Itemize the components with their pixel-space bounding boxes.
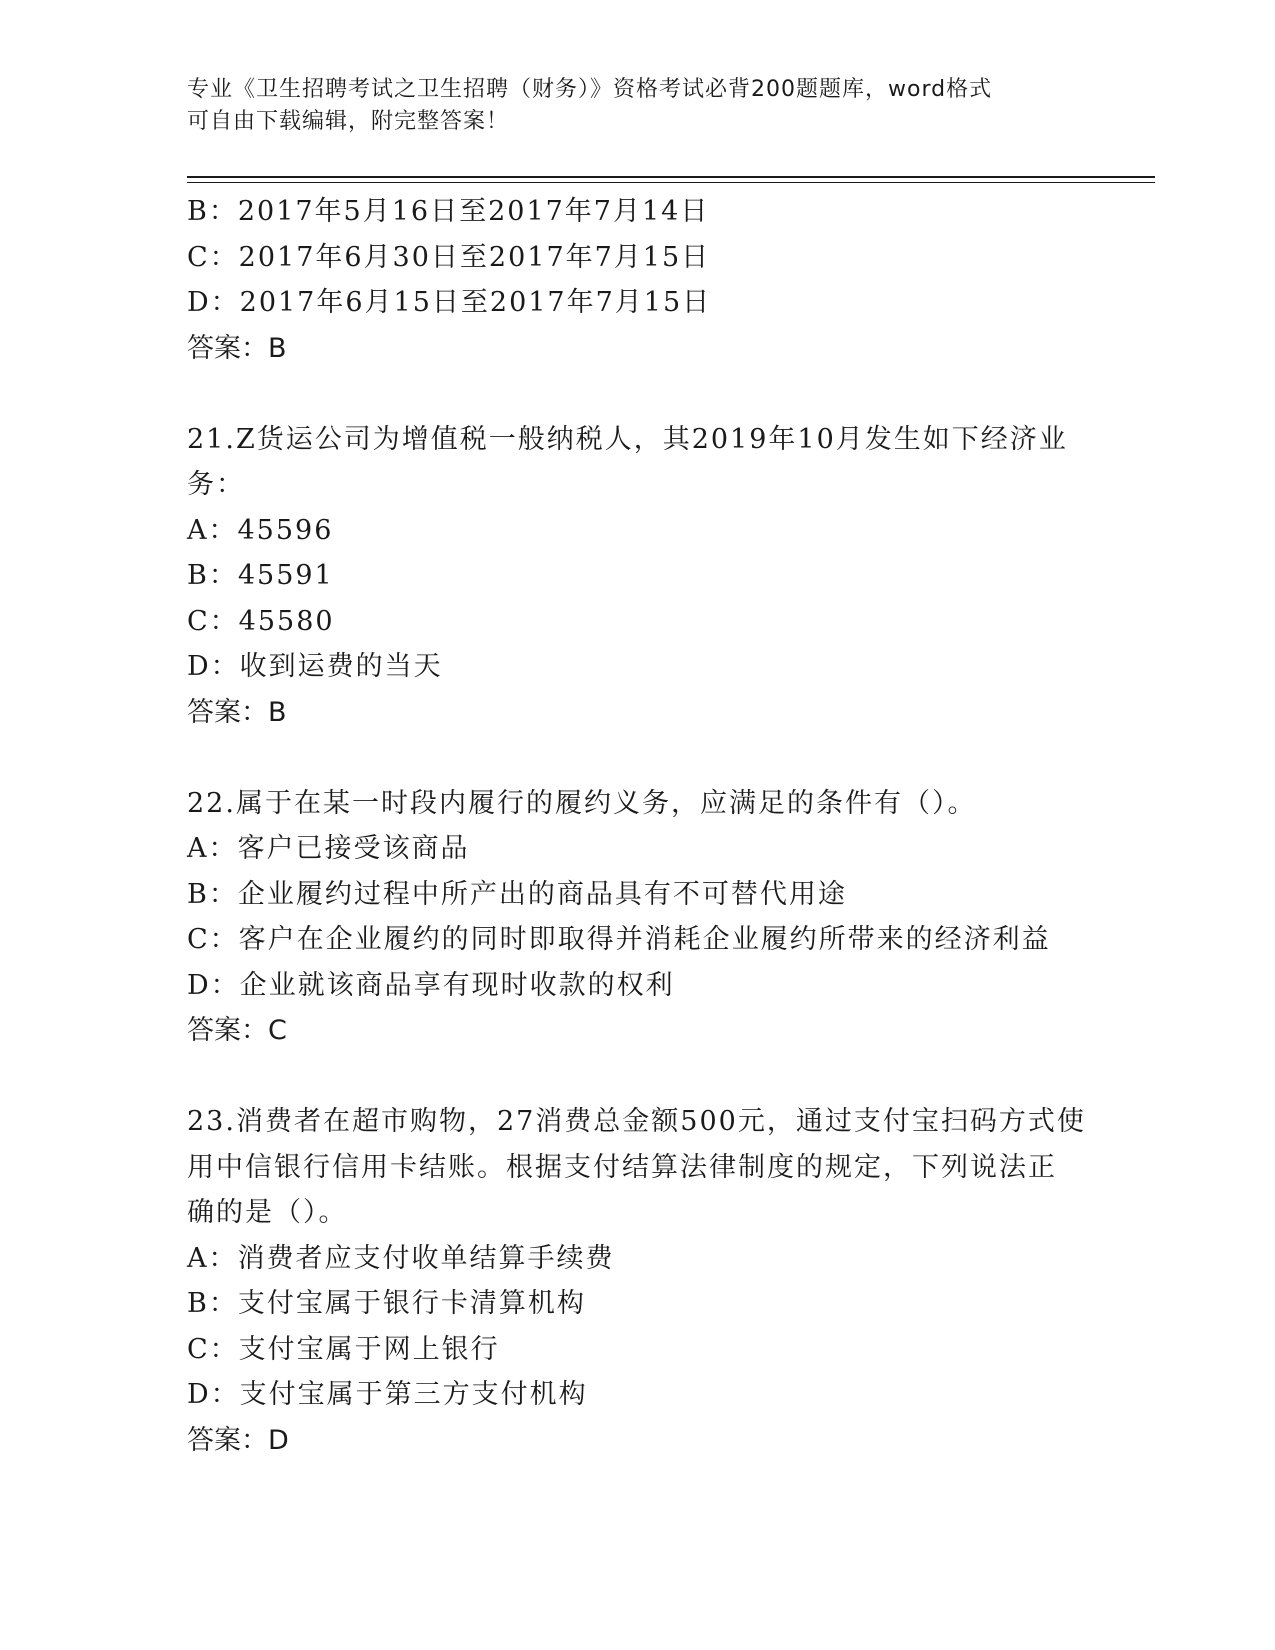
answer-line: 答案：C: [187, 1015, 287, 1046]
question-block-22: [187, 781, 1087, 1054]
question-block-carry: [187, 189, 1087, 371]
option-c: C：2017年6月30日至2017年7月15日: [187, 241, 711, 273]
option-b: B：企业履约过程中所产出的商品具有不可替代用途: [187, 878, 847, 910]
spacer: [187, 371, 1087, 417]
header-line-1: 专业《卫生招聘考试之卫生招聘（财务）》资格考试必背200题题库，word格式: [187, 77, 993, 102]
question-stem: 22.属于在某一时段内履行的履约义务，应满足的条件有（）。: [187, 787, 977, 819]
spacer: [187, 735, 1087, 781]
answer-line: 答案：B: [187, 696, 287, 728]
option-b: B：支付宝属于银行卡清算机构: [187, 1288, 586, 1319]
spacer: [187, 1054, 1087, 1100]
option-a: A：45596: [187, 514, 334, 546]
question-stem: 确的是（）。: [187, 1197, 348, 1228]
header-line-2: 可自由下载编辑，附完整答案！: [187, 109, 510, 134]
option-c: C：支付宝属于网上银行: [187, 1333, 500, 1365]
question-stem: 23.消费者在超市购物，27消费总金额500元，通过支付宝扫码方式使: [187, 1106, 1086, 1137]
question-list: [187, 189, 1087, 1463]
option-d: D：支付宝属于第三方支付机构: [187, 1379, 588, 1410]
option-d: D：收到运费的当天: [187, 651, 443, 682]
answer-line: 答案：B: [187, 332, 287, 364]
option-c: C：客户在企业履约的同时即取得并消耗企业履约所带来的经济利益: [187, 924, 1051, 955]
option-a: A：消费者应支付收单结算手续费: [187, 1242, 615, 1274]
header-divider-thick: [187, 176, 1155, 178]
option-b: B：45591: [187, 560, 334, 591]
answer-line: 答案：D: [187, 1424, 289, 1456]
question-stem: 21.Z货运公司为增值税一般纳税人，其2019年10月发生如下经济业: [187, 423, 1068, 455]
question-block-23: [187, 1099, 1087, 1463]
option-d: D：企业就该商品享有现时收款的权利: [187, 969, 675, 1001]
option-c: C：45580: [187, 605, 335, 637]
option-b: B：2017年5月16日至2017年7月14日: [187, 196, 710, 227]
header-divider-thin: [187, 182, 1155, 183]
question-stem: 用中信银行信用卡结账。根据支付结算法律制度的规定，下列说法正: [187, 1151, 1057, 1183]
option-d: D：2017年6月15日至2017年7月15日: [187, 287, 712, 318]
question-stem: 务：: [187, 469, 245, 500]
document-header: [187, 74, 1087, 138]
option-a: A：客户已接受该商品: [187, 833, 470, 864]
question-block-21: [187, 417, 1087, 736]
